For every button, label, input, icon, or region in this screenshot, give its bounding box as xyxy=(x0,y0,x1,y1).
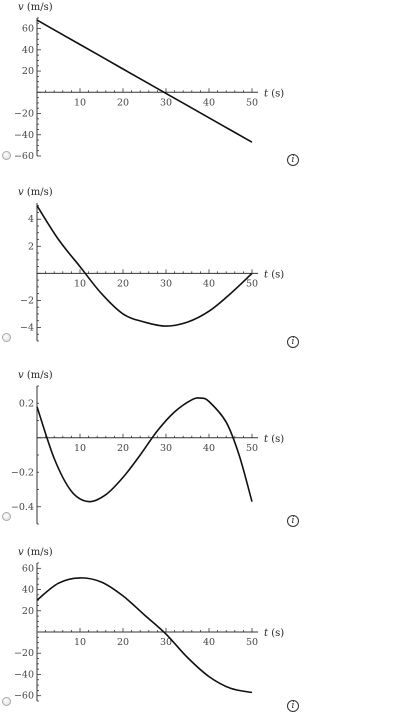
x-tick-label: 40 xyxy=(202,97,216,109)
velocity-time-graph-1 xyxy=(0,0,412,175)
y-axis-label xyxy=(18,370,53,381)
y-axis-label xyxy=(18,547,53,558)
x-axis-variable: t xyxy=(264,628,269,639)
x-axis-variable: t xyxy=(264,269,269,281)
info-icon[interactable]: i xyxy=(287,336,299,348)
answer-option-1 xyxy=(0,0,412,175)
y-axis-label xyxy=(18,2,53,13)
x-tick-label: 20 xyxy=(116,278,130,290)
x-tick-label: 30 xyxy=(159,442,173,454)
x-tick-label: 20 xyxy=(116,637,130,648)
y-tick-label: 20 xyxy=(21,66,34,78)
y-axis-variable: v xyxy=(18,370,24,381)
y-tick-label: 60 xyxy=(21,23,34,35)
y-axis-unit: (m/s) xyxy=(23,370,53,381)
y-tick-label: −60 xyxy=(13,151,34,162)
x-axis-unit: (s) xyxy=(268,88,285,100)
x-tick-label: 20 xyxy=(116,97,130,109)
y-tick-label: −40 xyxy=(13,669,34,681)
x-tick-label: 40 xyxy=(202,637,216,648)
x-tick-label: 30 xyxy=(159,278,173,290)
x-axis-variable: t xyxy=(264,88,269,100)
y-tick-label: 0.2 xyxy=(18,398,34,410)
answer-radio-2[interactable] xyxy=(2,333,11,342)
x-axis-label xyxy=(264,88,284,99)
velocity-curve xyxy=(37,20,252,142)
y-tick-label: −0.2 xyxy=(10,467,34,479)
velocity-time-graph-3 xyxy=(0,364,412,534)
x-axis-variable: t xyxy=(264,433,269,445)
y-axis-unit: (m/s) xyxy=(23,187,53,198)
x-axis-unit: (s) xyxy=(268,433,285,445)
y-tick-label: 60 xyxy=(21,563,34,575)
x-axis-unit: (s) xyxy=(268,269,285,281)
y-tick-label: 2 xyxy=(27,241,34,253)
velocity-curve xyxy=(37,206,252,326)
x-tick-label: 50 xyxy=(245,637,259,648)
x-tick-label: 30 xyxy=(159,637,173,648)
answer-option-3 xyxy=(0,364,412,534)
x-tick-label: 10 xyxy=(73,442,87,454)
x-tick-label: 10 xyxy=(73,637,87,648)
velocity-time-graph-2 xyxy=(0,181,412,361)
y-tick-label: 40 xyxy=(21,44,34,56)
x-axis-label xyxy=(264,628,284,639)
x-tick-label: 30 xyxy=(159,97,173,109)
y-axis-unit: (m/s) xyxy=(23,547,53,558)
info-icon[interactable]: i xyxy=(287,515,299,527)
y-tick-label: −40 xyxy=(13,129,34,141)
y-tick-label: 4 xyxy=(27,214,34,226)
info-icon[interactable]: i xyxy=(287,700,299,712)
x-tick-label: 20 xyxy=(116,442,130,454)
x-axis-label xyxy=(264,434,284,445)
y-tick-label: −0.4 xyxy=(10,501,34,513)
x-tick-label: 50 xyxy=(245,97,259,109)
x-tick-label: 40 xyxy=(202,442,216,454)
x-tick-label: 50 xyxy=(245,442,259,454)
answer-radio-4[interactable] xyxy=(2,697,11,706)
y-axis-label xyxy=(18,187,53,198)
answer-option-2 xyxy=(0,181,412,361)
x-axis-label xyxy=(264,269,284,280)
x-tick-label: 10 xyxy=(73,278,87,290)
velocity-curve xyxy=(37,398,252,502)
y-axis-variable: v xyxy=(18,547,24,558)
y-tick-label: −2 xyxy=(19,295,34,307)
x-tick-label: 10 xyxy=(73,97,87,109)
y-tick-label: 20 xyxy=(21,605,34,617)
x-tick-label: 40 xyxy=(202,278,216,290)
x-axis-unit: (s) xyxy=(268,628,285,639)
y-tick-label: −20 xyxy=(13,648,34,660)
y-tick-label: −4 xyxy=(19,322,34,334)
answer-radio-1[interactable] xyxy=(2,151,11,160)
y-tick-label: −20 xyxy=(13,108,34,120)
y-axis-unit: (m/s) xyxy=(23,2,53,13)
y-axis-variable: v xyxy=(18,2,24,13)
answer-option-4 xyxy=(0,543,412,724)
x-tick-label: 50 xyxy=(245,278,259,290)
y-axis-variable: v xyxy=(18,187,24,198)
y-tick-label: 40 xyxy=(21,584,34,596)
answer-radio-3[interactable] xyxy=(2,512,11,521)
info-icon[interactable]: i xyxy=(287,154,299,166)
y-tick-label: −60 xyxy=(13,690,34,702)
velocity-curve xyxy=(37,578,252,693)
velocity-time-graph-4 xyxy=(0,543,412,724)
